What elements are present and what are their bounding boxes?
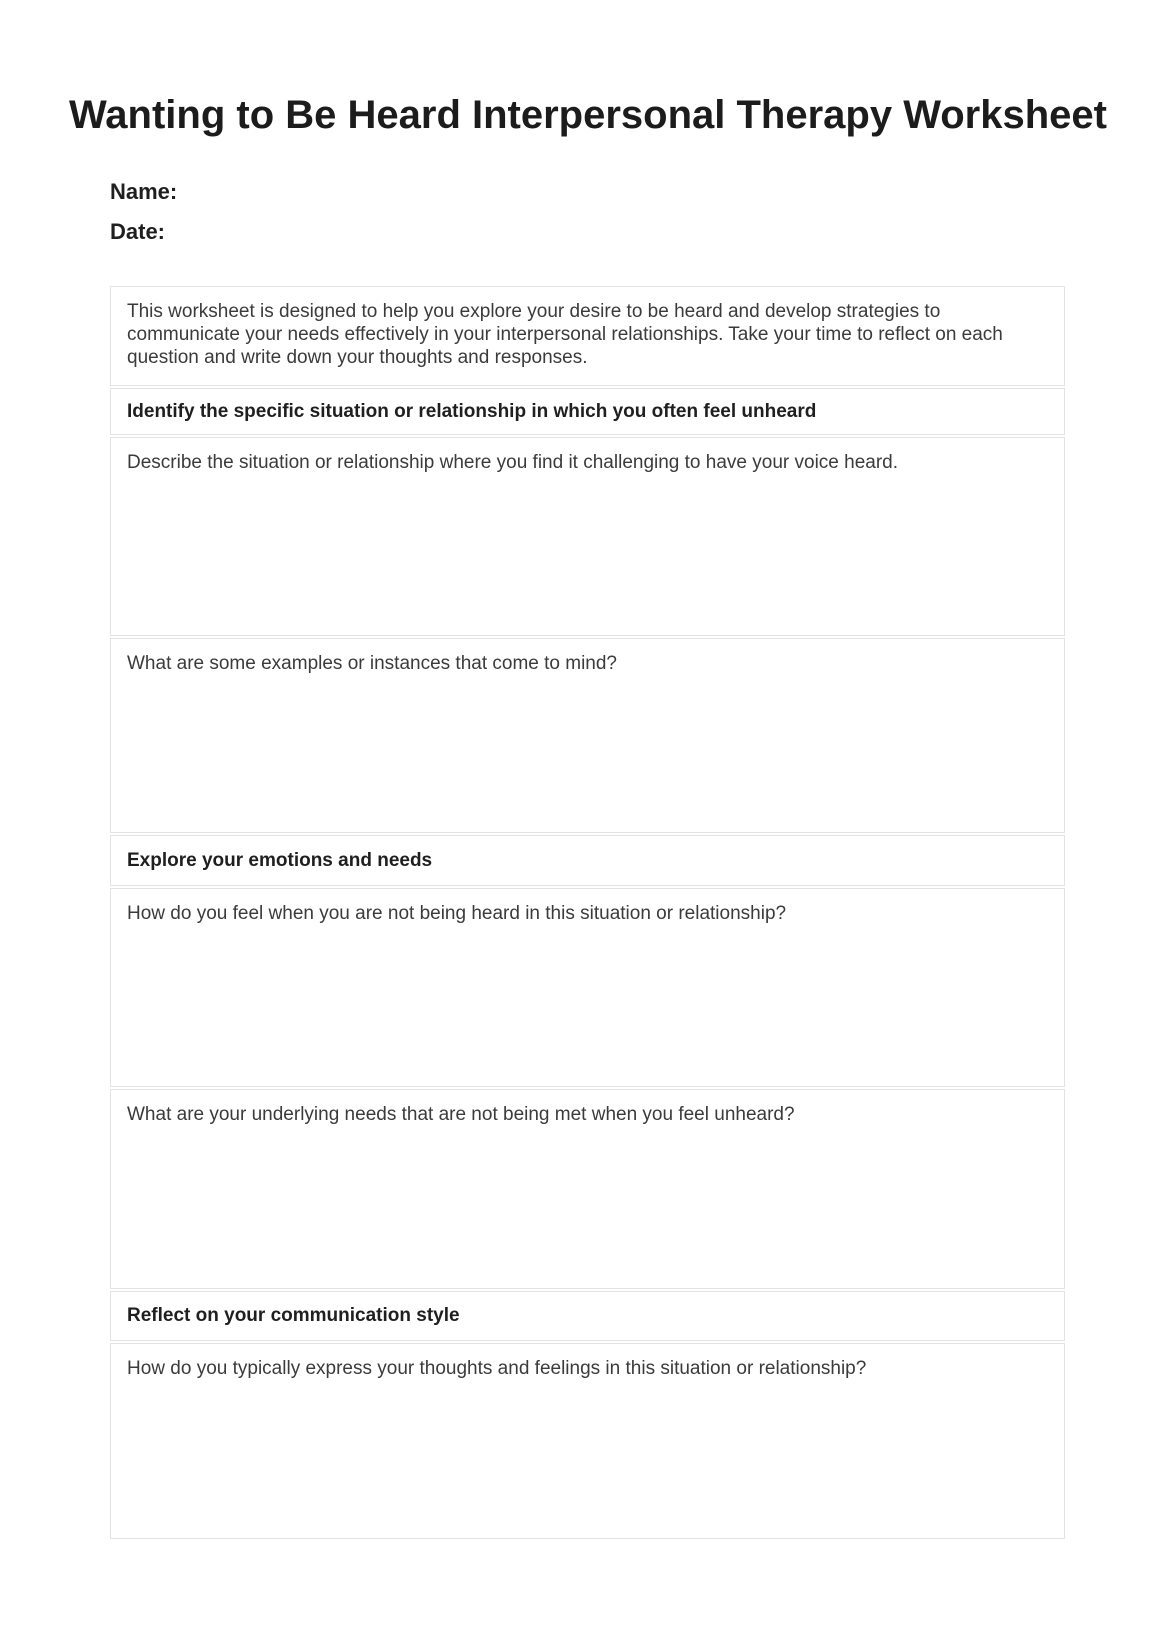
worksheet-body [110,286,1065,1539]
intro-box [110,286,1065,386]
question-box-express-thoughts [110,1343,1065,1539]
section-header-text: Explore your emotions and needs [127,849,433,871]
question-prompt: How do you typically express your thoughts and feelings in this situation or relationship? [127,1358,867,1379]
intro-text: This worksheet is designed to help you explore your desire to be heard and develop strategies to communicate your needs effectively in your interpersonal relationships. Take your time to reflect on each question and write down your thoughts and responses. [127,301,1003,368]
answer-area[interactable] [127,1380,1048,1525]
section-header-text: Identify the specific situation or relationship in which you often feel unheard [127,400,817,422]
answer-area[interactable] [127,925,1048,1073]
name-label: Name: [110,179,178,204]
question-prompt: What are your underlying needs that are not being met when you feel unheard? [127,1104,795,1125]
section-header-explore-emotions [110,835,1065,886]
meta-fields [110,179,1176,245]
question-box-underlying-needs [110,1089,1065,1289]
question-prompt: How do you feel when you are not being heard in this situation or relationship? [127,903,787,924]
section-header-communication-style [110,1291,1065,1341]
section-header-text: Reflect on your communication style [127,1305,460,1326]
section-header-identify-situation [110,388,1065,435]
answer-area[interactable] [127,675,1048,819]
answer-area[interactable] [127,1126,1048,1275]
question-box-describe-situation [110,437,1065,636]
question-prompt: What are some examples or instances that come to mind? [127,653,618,674]
date-label: Date: [110,219,166,244]
question-box-examples [110,638,1065,833]
question-box-how-do-you-feel [110,888,1065,1087]
question-prompt: Describe the situation or relationship where you find it challenging to have your voice heard. [127,452,899,473]
page-title: Wanting to Be Heard Interpersonal Therapy Worksheet [69,93,1107,137]
answer-area[interactable] [127,474,1048,622]
